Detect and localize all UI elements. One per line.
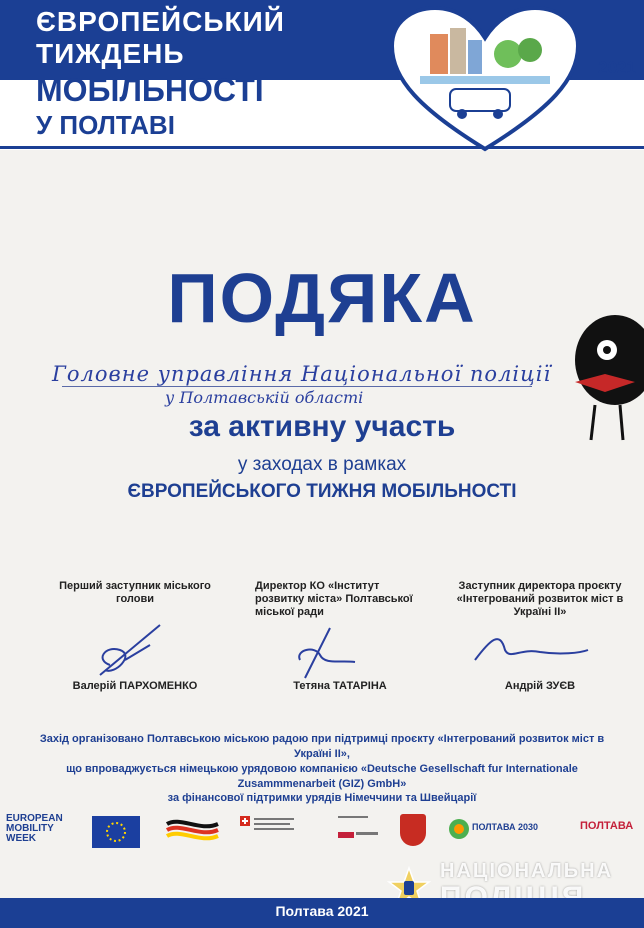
european-mobility-week-logo [6,814,63,844]
signatory-1-name: Валерій ПАРХОМЕНКО [72,680,198,692]
signatory-1 [50,580,220,692]
footer-text: Полтава 2021 [275,903,369,919]
signatory-3 [455,580,625,692]
award-reason: за активну участь [188,410,456,443]
award-context-line1: у заходах в рамках [237,454,407,475]
watermark-line1: НАЦІОНАЛЬНА [440,860,614,882]
eu-flag-icon [92,816,140,848]
signatory-1-title: Перший заступник міського голови [59,580,211,606]
event-title-line3: МОБІЛЬНОСТІ [36,72,264,108]
header-year: 2021 [598,58,636,77]
signatory-2 [255,580,425,692]
event-title [36,8,285,138]
organizer-note-line1: Захід організовано Полтавською міською радою при підтримці проєкту «Інтегрований розвиток міст в Україні ІІ», [39,733,605,760]
organizer-note-line2: що впроваджується німецькою урядовою компанією «Deutsche Gesellschaft fur Internationale Zusammmenarbeit (GIZ) GmbH» [66,762,578,790]
poltava-coat-of-arms-icon [400,814,426,846]
signatory-3-name: Андрій ЗУЄВ [504,680,576,692]
event-title-line1: ЄВРОПЕЙСЬКИЙ [36,6,285,37]
vp-poltava-logo: ПОЛТАВА [580,820,634,832]
signature-2 [285,620,365,680]
certificate-title: ПОДЯКА [167,259,477,337]
event-title-line2: ТИЖДЕНЬ [36,38,185,69]
signatory-3-title: Заступник директора проєкту «Інтегрований розвиток міст в Україні ІІ» [456,580,624,619]
recipient-underline [62,386,532,387]
recipient-line2: у Полтавській області [165,388,364,407]
german-cooperation-logo [165,814,220,850]
event-title-line4: У ПОЛТАВІ [36,110,175,140]
signature-1 [90,620,180,680]
signatory-2-title: Директор КО «Інститут розвитку міста» Полтавської міської ради [255,580,413,619]
heart-city-illustration [390,4,580,154]
organizer-note [30,732,614,806]
emw-line2: MOBILITY [6,823,54,834]
partner-logos [0,808,644,858]
organizer-note-line3: за фінансової підтримки урядів Німеччини та Швейцарії [167,792,477,805]
signature-3 [470,620,590,670]
poltava-2030-emblem-icon [448,818,470,840]
award-context-line2: ЄВРОПЕЙСЬКОГО ТИЖНЯ МОБІЛЬНОСТІ [127,481,517,502]
poltava-2030-logo: ПОЛТАВА 2030 [472,822,539,832]
emw-line1: EUROPEAN [6,813,63,824]
swiss-confederation-logo [240,816,300,846]
emw-line3: WEEK [6,833,36,844]
recipient-line1: Головне управління Національної поліції [52,362,552,386]
signatory-2-name: Тетяна ТАТАРІНА [293,680,387,692]
giz-logo [338,816,382,840]
